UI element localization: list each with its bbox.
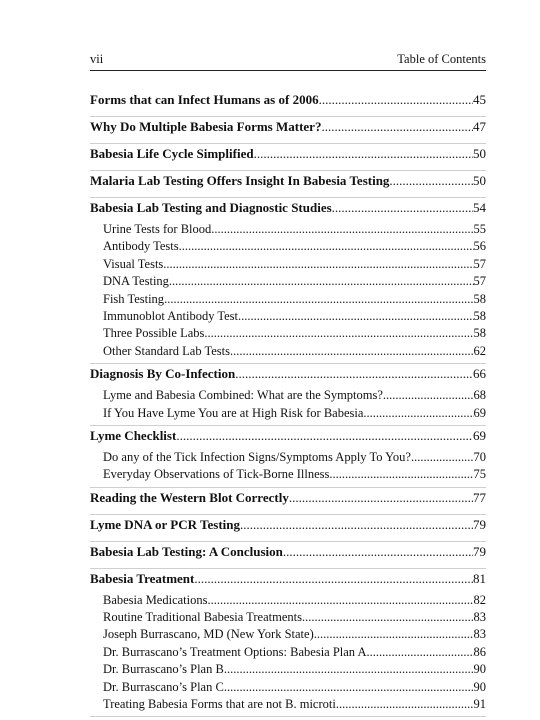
dot-leader (363, 406, 473, 421)
running-title: Table of Contents (397, 52, 486, 66)
page-header (90, 50, 486, 72)
table-of-contents (90, 90, 486, 717)
toc-subentry[interactable] (90, 697, 486, 714)
toc-section (90, 117, 486, 144)
page-number: vii (90, 52, 104, 66)
toc-entry-page: 66 (473, 366, 486, 382)
toc-entry[interactable] (90, 366, 486, 388)
toc-subentry[interactable] (90, 467, 486, 484)
toc-subentry-title: Dr. Burrascano’s Plan C (103, 679, 224, 694)
toc-subentry-page: 91 (473, 697, 486, 712)
dot-leader (230, 344, 474, 359)
toc-subentry-page: 90 (473, 679, 486, 694)
toc-subentry[interactable] (90, 292, 486, 309)
toc-subentry-title: Dr. Burrascano’s Treatment Options: Babesia Plan A (103, 644, 367, 659)
toc-section (90, 426, 486, 488)
dot-leader (367, 645, 474, 660)
dot-leader (163, 257, 473, 272)
toc-subentry-title: Three Possible Labs (103, 326, 205, 341)
toc-subentry[interactable] (90, 680, 486, 697)
toc-subentry[interactable] (90, 326, 486, 343)
toc-subentry-page: 58 (473, 291, 486, 306)
toc-entry[interactable] (90, 200, 486, 222)
dot-leader (289, 490, 473, 506)
dot-leader (302, 610, 474, 625)
toc-subentry-page: 55 (473, 222, 486, 236)
toc-entry-title: Why Do Multiple Babesia Forms Matter? (90, 119, 322, 134)
toc-subentry[interactable] (90, 406, 486, 423)
toc-subentry-title: Fish Testing (103, 291, 165, 306)
toc-entry-page: 54 (473, 200, 486, 215)
toc-subentry-page: 69 (473, 405, 486, 420)
toc-subentry-page: 75 (473, 467, 486, 482)
toc-subentry-title: Babesia Medications (103, 592, 208, 607)
toc-entry-page: 45 (473, 92, 486, 107)
toc-subentry[interactable] (90, 610, 486, 627)
dot-leader (336, 697, 474, 712)
toc-subentry-page: 56 (473, 239, 486, 254)
toc-entry-page: 79 (473, 543, 486, 559)
dot-leader (240, 517, 473, 533)
toc-entry-page: 79 (473, 516, 486, 532)
toc-entry[interactable] (90, 119, 486, 141)
toc-subentry-title: Lyme and Babesia Combined: What are the Symptoms? (103, 388, 383, 403)
toc-subentry-title: Urine Tests for Blood (103, 222, 212, 236)
dot-leader (179, 239, 474, 254)
toc-subentry-page: 62 (473, 343, 486, 358)
toc-entry[interactable] (90, 428, 486, 450)
toc-subentry-title: Visual Tests (103, 256, 164, 271)
toc-subentry-title: DNA Testing (103, 274, 169, 289)
toc-subentry-page: 82 (473, 592, 486, 607)
toc-subentry[interactable] (90, 309, 486, 326)
toc-subentry[interactable] (90, 645, 486, 662)
dot-leader (332, 200, 473, 216)
toc-section (90, 364, 486, 426)
toc-subentry-page: 70 (473, 449, 486, 464)
toc-entry-title: Lyme DNA or PCR Testing (90, 516, 240, 532)
dot-leader (319, 92, 473, 108)
toc-entry-title: Babesia Lab Testing: A Conclusion (90, 543, 283, 559)
toc-subentry-page: 83 (473, 610, 486, 625)
dot-leader (224, 680, 474, 695)
toc-entry[interactable] (90, 173, 486, 195)
dot-leader (238, 309, 473, 324)
toc-subentry-page: 68 (473, 388, 486, 403)
toc-subentry-page: 58 (473, 308, 486, 323)
dot-leader (176, 428, 473, 444)
toc-subentry[interactable] (90, 239, 486, 256)
dot-leader (314, 627, 474, 642)
toc-subentry-title: Dr. Burrascano’s Plan B (103, 662, 224, 677)
toc-section (90, 90, 486, 117)
toc-subentry[interactable] (90, 274, 486, 291)
dot-leader (224, 662, 474, 677)
toc-subentry-page: 57 (473, 256, 486, 271)
toc-subentry-title: Routine Traditional Babesia Treatments (103, 610, 302, 625)
toc-subentry-page: 58 (473, 326, 486, 341)
toc-entry[interactable] (90, 544, 486, 566)
toc-section (90, 569, 486, 718)
dot-leader (254, 146, 473, 162)
toc-section (90, 488, 486, 515)
dot-leader (169, 274, 474, 289)
toc-section (90, 515, 486, 542)
toc-subentry-title: Other Standard Lab Tests (103, 343, 230, 358)
toc-entry[interactable] (90, 146, 486, 168)
dot-leader (235, 366, 473, 382)
toc-entry-title: Babesia Life Cycle Simplified (90, 146, 254, 161)
toc-subentry[interactable] (90, 627, 486, 644)
dot-leader (383, 388, 474, 403)
toc-subentry[interactable] (90, 222, 486, 239)
toc-section (90, 144, 486, 171)
toc-section (90, 171, 486, 198)
dot-leader (211, 222, 473, 237)
toc-entry-page: 77 (473, 489, 486, 505)
toc-section (90, 198, 486, 364)
toc-subentry[interactable] (90, 450, 486, 467)
toc-entry-title: Babesia Treatment (90, 570, 195, 586)
header-rule (90, 70, 486, 71)
toc-subentry-title: Antibody Tests (103, 239, 179, 254)
toc-subentry-title: Joseph Burrascano, MD (New York State) (103, 627, 314, 642)
toc-entry-title: Reading the Western Blot Correctly (90, 489, 289, 505)
toc-entry-page: 50 (473, 173, 486, 188)
toc-subentry-title: Immunoblot Antibody Test (103, 308, 239, 323)
toc-entry[interactable] (90, 517, 486, 539)
toc-entry-title: Diagnosis By Co-Infection (90, 366, 236, 382)
dot-leader (204, 326, 473, 341)
toc-entry-title: Babesia Lab Testing and Diagnostic Studies (90, 200, 332, 215)
dot-leader (411, 450, 474, 465)
toc-entry[interactable] (90, 571, 486, 593)
dot-leader (208, 593, 474, 608)
toc-subentry[interactable] (90, 662, 486, 679)
dot-leader (389, 173, 473, 189)
dot-leader (329, 467, 473, 482)
toc-subentry-title: Treating Babesia Forms that are not B. microti (103, 697, 336, 712)
toc-subentry[interactable] (90, 593, 486, 610)
toc-subentry-title: Everyday Observations of Tick-Borne Illness (103, 467, 330, 482)
toc-entry-page: 50 (473, 146, 486, 161)
toc-entry-page: 81 (473, 570, 486, 586)
toc-subentry-page: 90 (473, 662, 486, 677)
toc-subentry[interactable] (90, 257, 486, 274)
toc-subentry-page: 83 (473, 627, 486, 642)
dot-leader (283, 544, 473, 560)
toc-subentry[interactable] (90, 344, 486, 361)
toc-entry-title: Lyme Checklist (90, 427, 177, 443)
toc-section (90, 542, 486, 569)
toc-subentry-page: 57 (473, 274, 486, 289)
toc-entry-title: Malaria Lab Testing Offers Insight In Babesia Testing (90, 173, 390, 188)
toc-subentry-page: 86 (473, 644, 486, 659)
dot-leader (164, 292, 473, 307)
toc-entry[interactable] (90, 490, 486, 512)
toc-entry-title: Forms that can Infect Humans as of 2006 (90, 92, 319, 107)
toc-entry[interactable] (90, 92, 486, 114)
toc-subentry[interactable] (90, 388, 486, 405)
toc-entry-page: 47 (473, 119, 486, 134)
toc-subentry-title: Do any of the Tick Infection Signs/Symptoms Apply To You? (103, 449, 411, 464)
dot-leader (321, 119, 473, 135)
dot-leader (194, 571, 473, 587)
toc-subentry-title: If You Have Lyme You are at High Risk for Babesia (103, 405, 364, 420)
toc-entry-page: 69 (473, 427, 486, 443)
